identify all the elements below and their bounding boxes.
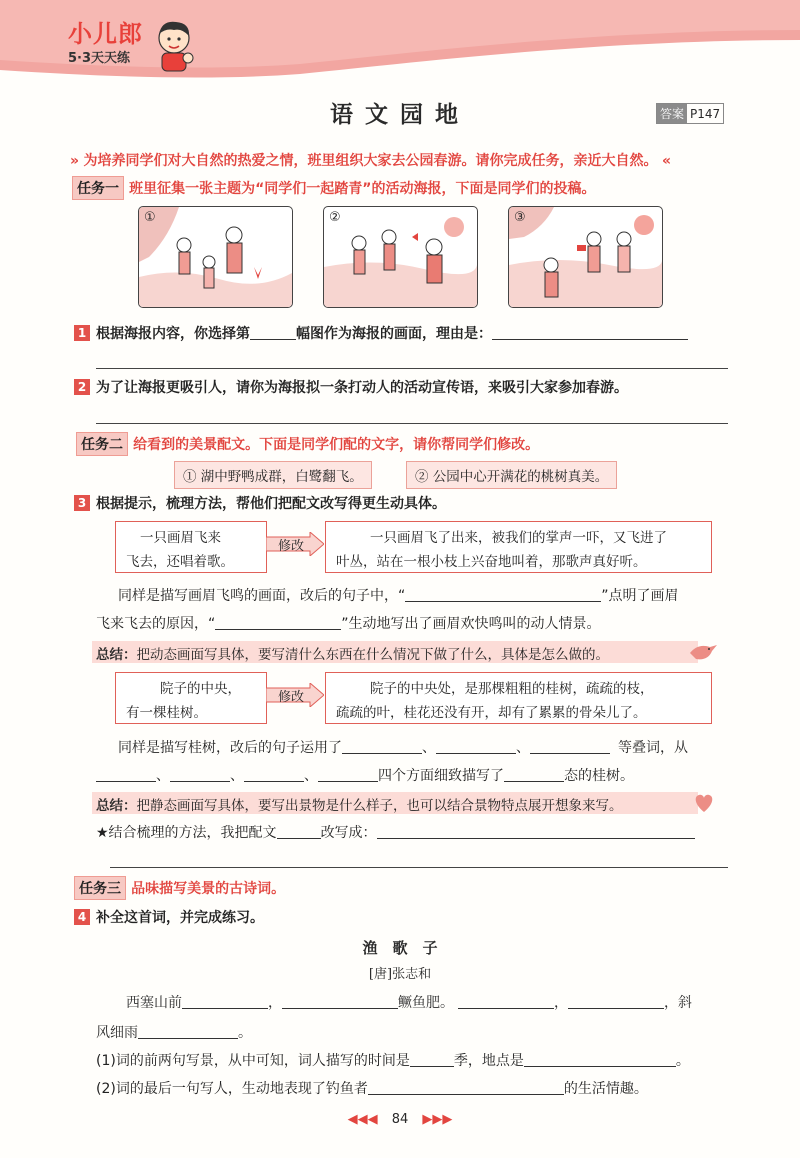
answer-page: P147 (690, 107, 721, 121)
question-3-text: 根据提示，梳理方法，帮他们把配文改写得更生动具体。 (96, 496, 446, 512)
rewrite-text-a: ★结合梳理的方法，我把配文 (96, 825, 277, 841)
poster-picture-3[interactable] (508, 206, 663, 308)
example-2-original-b: 有一棵桂树。 (126, 705, 207, 721)
question-2-number: 2 (74, 379, 90, 395)
rewrite-line (96, 822, 695, 842)
answer-line-q2[interactable] (96, 422, 728, 424)
mascot-boy-icon (152, 18, 198, 74)
modify-label-2: 修改 (278, 690, 305, 705)
triangle-right-icon: ▶▶▶ (422, 1112, 453, 1127)
brand-name: 小儿郎 (68, 20, 143, 48)
picture-1-number: ① (144, 210, 156, 225)
example-2-revised-box (325, 672, 712, 724)
question-1-number: 1 (74, 325, 90, 341)
location-blank[interactable] (524, 1052, 676, 1067)
aspect-blank-1[interactable] (96, 767, 156, 782)
subquestion-1-a: (1)词的前两句写景，从中可知，词人描写的时间是 (96, 1053, 410, 1069)
task3-heading (74, 876, 285, 900)
bird-icon (688, 641, 718, 663)
intro-line (70, 150, 730, 170)
task3-label: 任务三 (74, 876, 126, 900)
paragraph-2-d: 态的桂树。 (564, 768, 634, 784)
sentence-2-number: ② (415, 469, 429, 485)
modify-label-1: 修改 (278, 539, 305, 554)
separator: 、 (516, 740, 530, 756)
summary-1-text: 把动态画面写具体，要写清什么东西在什么情况下做了什么，具体是怎么做的。 (136, 647, 609, 663)
sentence-1-text: 湖中野鸭成群，白鹭翻飞。 (200, 469, 363, 485)
example-1-original-box (115, 521, 267, 573)
heart-icon (692, 792, 716, 814)
subquestion-1-b: 季，地点是 (453, 1053, 524, 1069)
paragraph-1-a: 同样是描写画眉飞鸣的画面，改后的句子中，“ (118, 588, 406, 604)
poem-blank-2[interactable] (282, 994, 398, 1009)
separator: 、 (230, 768, 244, 784)
example-2-revised-a: 院子的中央处，是那棵粗粗的桂树，疏疏的枝， (370, 681, 654, 697)
subquestion-1 (96, 1050, 690, 1070)
task1-label: 任务一 (72, 176, 124, 200)
answer-line-q1[interactable] (96, 367, 728, 369)
triangle-left-icon: ◀◀◀ (347, 1112, 378, 1127)
subquestion-2 (96, 1078, 648, 1098)
poem-author: [唐]张志和 (368, 967, 432, 982)
sentence-2-text: 公园中心开满花的桃树真美。 (432, 469, 609, 485)
subquestion-2-a: (2)词的最后一句写人，生动地表现了钓鱼者 (96, 1081, 368, 1097)
subquestion-2-b: 的生活情趣。 (563, 1081, 648, 1097)
reason-phrase-blank[interactable] (405, 587, 601, 602)
task2-heading (76, 432, 539, 456)
poster-picture-2[interactable] (323, 206, 478, 308)
state-blank[interactable] (504, 767, 564, 782)
fisherman-blank[interactable] (368, 1080, 564, 1095)
poem-comma: ， (268, 995, 282, 1011)
task1-heading (72, 176, 596, 200)
sentence-1-number: ① (183, 469, 197, 485)
brand-logo (68, 14, 143, 66)
question-2 (74, 377, 628, 397)
question-4-text: 补全这首词，并完成练习。 (96, 910, 264, 926)
summary-2-label: 总结： (96, 798, 137, 814)
example-2-original-box (115, 672, 267, 724)
sentence-choice-blank[interactable] (277, 824, 321, 839)
question-3 (74, 493, 446, 513)
chevron-left-icon: « (661, 153, 671, 169)
question-3-number: 3 (74, 495, 90, 511)
question-1-text-b: 幅图作为海报的画面，理由是： (296, 326, 492, 342)
answer-label: 答案 (657, 104, 687, 123)
example-2-revised-b: 疏疏的叶，桂花还没有开，却有了累累的骨朵儿了。 (336, 705, 647, 721)
paragraph-2-a: 同样是描写桂树，改后的句子运用了 (118, 740, 342, 756)
poem-blank-4[interactable] (568, 994, 664, 1009)
summary-1 (96, 643, 609, 663)
aspect-blank-3[interactable] (244, 767, 304, 782)
page-title: 语文园地 (330, 101, 470, 128)
poem-period: 。 (238, 1025, 252, 1041)
summary-2 (96, 794, 623, 814)
subquestion-1-c: 。 (675, 1053, 690, 1069)
vivid-phrase-blank[interactable] (215, 615, 341, 630)
poem-blank-3[interactable] (458, 994, 554, 1009)
separator: 、 (422, 740, 436, 756)
question-4-number: 4 (74, 909, 90, 925)
poem-blank-5[interactable] (138, 1024, 238, 1039)
answer-reference[interactable] (656, 103, 724, 124)
reason-blank[interactable] (492, 325, 688, 340)
summary-2-text: 把静态画面写具体，要写出景物是什么样子，也可以结合景物特点展开想象来写。 (136, 798, 623, 814)
reduplication-blank-1[interactable] (342, 739, 422, 754)
sentence-2 (406, 461, 617, 489)
separator: 、 (156, 768, 170, 784)
poem-comma: ， (554, 995, 568, 1011)
picture-3-number: ③ (514, 210, 526, 225)
poster-picture-1[interactable] (138, 206, 293, 308)
poem-line-1 (126, 992, 692, 1012)
paragraph-1-d: ”生动地写出了画眉欢快鸣叫的动人情景。 (341, 616, 601, 632)
poem-title: 渔 歌 子 (362, 939, 438, 957)
example-1-original-b: 飞去，还唱着歌。 (126, 554, 234, 570)
example-1-revised-box (325, 521, 712, 573)
poem-line-2-a: 风细雨 (96, 1025, 138, 1041)
rewrite-text-b: 改写成： (320, 825, 377, 841)
aspect-blank-2[interactable] (170, 767, 230, 782)
separator: 、 (304, 768, 318, 784)
reduplication-blank-3[interactable] (530, 739, 610, 754)
task2-label: 任务二 (76, 432, 128, 456)
picture-choice-blank[interactable] (250, 325, 296, 340)
intro-text: 为培养同学们对大自然的热爱之情，班里组织大家去公园春游。请你完成任务，亲近大自然。 (83, 153, 658, 169)
poem-line-1-b: 鳜鱼肥。 (398, 995, 454, 1011)
poem-line-2 (96, 1022, 252, 1042)
page-footer (0, 1112, 800, 1127)
question-1 (74, 323, 688, 343)
task1-text: 班里征集一张主题为“同学们一起踏青”的活动海报，下面是同学们的投稿。 (129, 181, 596, 197)
paragraph-1-c: 飞来飞去的原因，“ (96, 616, 216, 632)
reduplication-blank-2[interactable] (436, 739, 516, 754)
example-1-original-a: 一只画眉飞来 (140, 530, 221, 546)
sentence-1 (174, 461, 372, 489)
question-2-text: 为了让海报更吸引人，请你为海报拟一条打动人的活动宣传语，来吸引大家参加春游。 (96, 380, 628, 396)
aspect-blank-4[interactable] (318, 767, 378, 782)
paragraph-2-line-1 (118, 737, 688, 757)
task3-text: 品味描写美景的古诗词。 (131, 881, 286, 897)
paragraph-1-line-2 (96, 613, 601, 633)
task2-text: 给看到的美景配文。下面是同学们配的文字，请你帮同学们修改。 (133, 437, 540, 453)
paragraph-1-line-1 (118, 585, 679, 605)
paragraph-2-c: 四个方面细致描写了 (378, 768, 504, 784)
page-number: 84 (391, 1112, 409, 1127)
paragraph-2-b: 等叠词，从 (618, 740, 688, 756)
example-1-revised-a: 一只画眉飞了出来，被我们的掌声一吓，又飞进了 (370, 530, 667, 546)
example-2-original-a: 院子的中央， (160, 681, 241, 697)
example-1-revised-b: 叶丛，站在一根小枝上兴奋地叫着，那歌声真好听。 (336, 554, 647, 570)
chevron-right-icon: » (70, 153, 80, 169)
rewrite-blank[interactable] (377, 824, 695, 839)
picture-2-number: ② (329, 210, 341, 225)
rewrite-answer-line[interactable] (110, 866, 728, 868)
paragraph-1-b: ”点明了画眉 (601, 588, 679, 604)
brand-series: 5·3天天练 (68, 51, 131, 66)
paragraph-2-line-2 (96, 765, 634, 785)
question-4 (74, 907, 264, 927)
poem-line-1-c: ，斜 (664, 995, 692, 1011)
poem-line-1-a: 西塞山前 (126, 995, 182, 1011)
question-1-text-a: 根据海报内容，你选择第 (96, 326, 250, 342)
poem-blank-1[interactable] (182, 994, 268, 1009)
season-blank[interactable] (410, 1052, 454, 1067)
summary-1-label: 总结： (96, 647, 137, 663)
